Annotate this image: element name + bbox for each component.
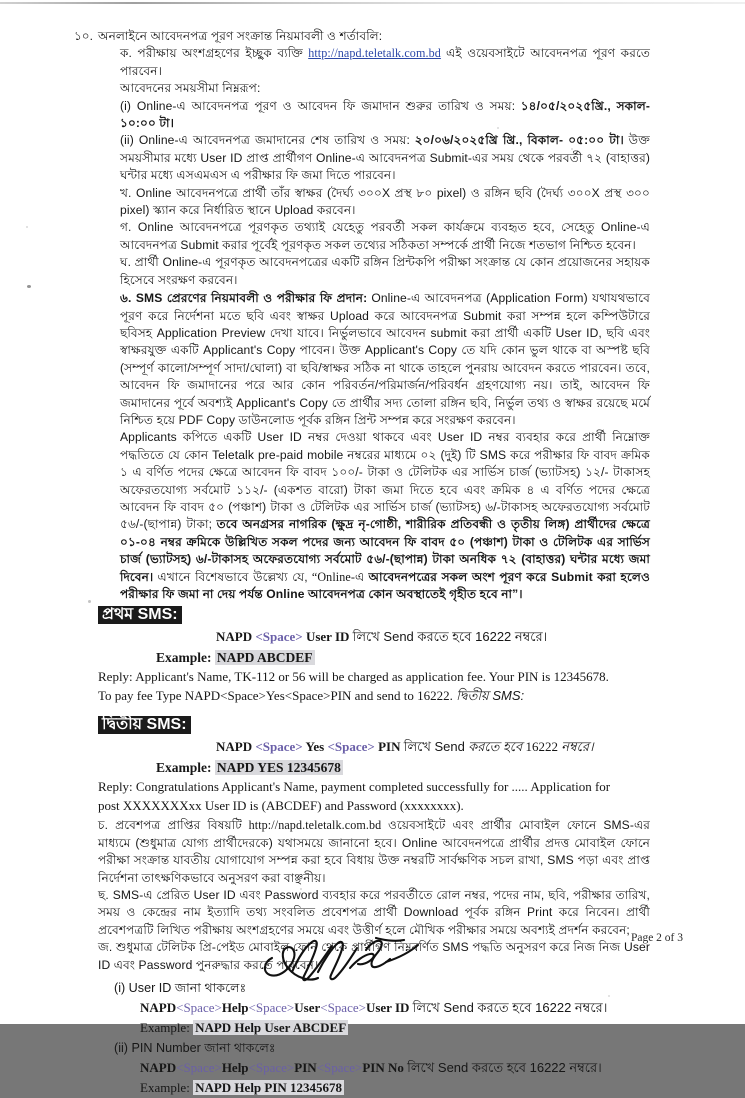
clause-ka-line1 [120, 45, 650, 80]
clause-ka-line2: আবেদনের সময়সীমা নিম্নরূপ: [120, 81, 261, 96]
second-sms-space-token-2: <Space> [327, 739, 375, 755]
clause-ka [98, 45, 650, 289]
first-sms-reply-line-2 [98, 687, 650, 706]
recovery-i-tok-2: Help [221, 1000, 249, 1016]
second-sms-keyword: NAPD [216, 739, 253, 755]
sms-rules-body-1: Online-এ আবেদনপত্র (Application Form) যথাযথভাবে পূরণ করে নির্দেশনা মতে ছবি এবং স্বাক্ষর Upload করে আবেদনপত্র Submit করা সম্পন্ন হলে কম্পিউটারে ছবিসহ Application Preview দেখা যাবে। নির্ভুলভাবে আবেদন submit করা প্রার্থী একটি User ID, ছবি এবং স্বাক্ষরযুক্ত একটি Applicant's Copy পাবেন। উক্ত Applicant's Copy তে যদি কোন ভুল থাকে বা অস্পষ্ট ছবি (সম্পূর্ণ কালো/সম্পূর্ণ সাদা/ঘোলা) বা ছবি/স্বাক্ষর সঠিক না থাকে তাহলে পুনরায় আবেদন করতে পারবেন। তবে, আবেদন ফি জমাদানের পরে আর কোন পরিবর্তন/পরিমার্জন/পরিবর্ধন গ্রহণযোগ্য নয়। তাই, আবেদন ফি জমাদানের পূর্বে অবশ্যই Applicant's Copy তে প্রার্থীর সদ্য তোলা রঙ্গিন ছবি, নির্ভুল তথ্য ও স্বাক্ষর রয়েছে মর্মে নিশ্চিত হয়ে PDF Copy ডাউনলোড পূর্বক রঙ্গিন প্রিন্ট সম্পন্ন করে সংরক্ষণ করবেন। [120, 291, 650, 427]
first-sms-example [98, 647, 650, 668]
recovery-item-ii-suffix: লিখে Send করতে হবে 16222 নম্বরে। [407, 1060, 602, 1076]
sms-rules-quote-open: “Online-এ [311, 569, 365, 584]
recovery-ii-tok-0: NAPD [140, 1060, 177, 1076]
recovery-item-i-example-value: NAPD Help User ABCDEF [195, 1020, 347, 1036]
deadline-end [120, 132, 650, 184]
napd-website-link[interactable]: http://napd.teletalk.com.bd [308, 46, 441, 61]
sms-rules-para-2 [120, 429, 650, 603]
deadline-end-label: (ii) Online-এ আবেদনপত্র জমাদানের শেষ তারিখ ও সময়: [120, 133, 410, 148]
recovery-item-i-suffix: লিখে Send করতে হবে 16222 নম্বরে। [412, 1000, 608, 1016]
recovery-i-tok-6: User ID [365, 1000, 410, 1016]
scan-speck [88, 600, 91, 603]
recovery-item-ii-example-label: Example: [140, 1080, 190, 1096]
second-sms-instruction-1: লিখে Send [403, 739, 465, 755]
section-sms-rules [98, 290, 650, 603]
first-sms-example-label: Example: [156, 650, 212, 666]
first-sms-reply-text: To pay fee Type NAPD<Space>Yes<Space>PIN and send to 16222. [98, 687, 453, 703]
first-sms-block [98, 606, 650, 624]
first-sms-reply-tail: দ্বিতীয় SMS: [456, 687, 525, 703]
recovery-ii-tok-3: <Space> [248, 1060, 295, 1076]
recovery-item-ii-example-value: NAPD Help PIN 12345678 [195, 1080, 343, 1096]
deadline-start-value: ১৪/০৫/২০২৫খ্রি., সকাল- ১০:০০ টা। [120, 98, 650, 131]
first-sms-reply-line-1: Reply: Applicant's Name, TK-112 or 56 will be charged as application fee. Your PIN is 12345678. [98, 669, 609, 685]
first-sms-format [98, 626, 650, 647]
recovery-item-ii-example [98, 1078, 650, 1098]
clause-kha: খ. Online আবেদনপত্রে প্রার্থী তাঁর স্বাক্ষর (দৈর্ঘ্য ৩০০X প্রস্থ ৮০ pixel) ও রঙ্গিন ছবি (দৈর্ঘ্য ৩০০X প্রস্থ ৩০০ pixel) স্ক্যান করে নির্ধারিত স্থানে Upload করবেন। [120, 185, 650, 218]
clause-ka-text-1: ক. পরীক্ষায় অংশগ্রহণের ইচ্ছুক ব্যক্তি [120, 46, 304, 61]
clause-cha [98, 817, 650, 887]
clause-ja: জ. শুধুমাত্র টেলিটক প্রি-পেইড মোবাইল ফোন থেকে প্রার্থীগণ নিম্নবর্ণিত SMS পদ্ধতি অনুসরণ করে নিজ নিজ User ID এবং Password পুনরুদ্ধার করতে পারবেন। [98, 940, 650, 972]
sms-rules-body-2-bold: তবে অনগ্রসর নাগরিক (ক্ষুদ্র নৃ-গোষ্ঠী, শারীরিক প্রতিবন্ধী ও তৃতীয় লিঙ্গ) প্রার্থীদের ক্ষেত্রে ০১-০৪ নম্বর ক্রমিকে উল্লিখিত সকল পদের জন্য আবেদন ফি বাবদ ৫০ (পঞ্চাশ) টাকা ও টেলিটক এর সার্ভিস চার্জ (ভ্যাটসহ) ৬/-টাকাসহ অফেরতযোগ্য সর্বমোট ৫৬/-(ছাপান্ন) টাকা অনধিক ৭২ (বাহাত্তর) ঘন্টার মধ্যে জমা দিবেন। [120, 517, 651, 584]
second-sms-block [98, 716, 650, 734]
recovery-ii-tok-4: PIN [294, 1060, 317, 1076]
recovery-i-tok-0: NAPD [140, 1000, 177, 1016]
second-sms-field: PIN [378, 739, 401, 755]
recovery-item-i-example-label: Example: [140, 1020, 190, 1036]
first-sms-instruction: লিখে Send করতে হবে 16222 নম্বরে। [352, 629, 548, 645]
clause-gha: ঘ. প্রার্থী Online-এ পূরণকৃত আবেদনপত্রের একটি রঙ্গিন প্রিন্টকপি পরীক্ষা সংক্রান্ত যে কোন প্রয়োজনের সহায়ক হিসেবে সংরক্ষণ করবেন। [120, 255, 650, 287]
recovery-item-ii-label: (ii) PIN Number জানা থাকলেঃ [114, 1041, 276, 1056]
page-number-footer: Page 2 of 3 [630, 932, 683, 944]
recovery-i-tok-1: <Space> [176, 1000, 222, 1016]
first-sms-keyword: NAPD [216, 629, 253, 645]
clause-ka-text-2: এই ওয়েবসাইটে আবেদনপত্র পূরণ করতে পারবেন। [120, 46, 650, 78]
recovery-ii-tok-1: <Space> [176, 1060, 222, 1076]
second-sms-example-label: Example: [156, 760, 212, 776]
scan-speck [27, 285, 31, 288]
second-sms-space-token-1: <Space> [255, 739, 303, 755]
recovery-i-tok-3: <Space> [248, 1000, 295, 1016]
recovery-item-ii-format [98, 1058, 650, 1078]
second-sms-example-value: NAPD YES 12345678 [216, 760, 341, 776]
deadline-end-value: ২০/০৬/২০২৫খ্রি খ্রি., বিকাল- ০৫:০০ টা। [414, 133, 624, 148]
recovery-item-i-example [98, 1018, 650, 1038]
recovery-ii-tok-5: <Space> [316, 1060, 363, 1076]
recovery-i-tok-4: User [294, 1000, 321, 1016]
sms-rules-heading: ৬. SMS প্রেরণের নিয়মাবলী ও পরীক্ষার ফি প্রদান: [120, 291, 368, 306]
sms-rules-para-1 [120, 290, 650, 429]
scan-speck [26, 226, 28, 228]
second-sms-reply-line-2: post XXXXXXXxx User ID is (ABCDEF) and Password (xxxxxxxx). [98, 797, 464, 813]
sms-rules-quote-bold: আবেদনপত্রের সকল অংশ পূরণ করে Submit করা হলেও পরীক্ষার ফি জমা না দেয় পর্যন্ত Online আবেদনপত্র কোন অবস্থাতেই গৃহীত হবে না”। [120, 569, 650, 601]
first-sms-label: প্রথম SMS: [98, 606, 182, 624]
section-10-heading: অনলাইনে আবেদনপত্র পূরণ সংক্রান্ত নিয়মাবলী ও শর্তাবলি: [98, 29, 383, 43]
second-sms-label: দ্বিতীয় SMS: [98, 716, 191, 734]
deadline-start-label: (i) Online-এ আবেদনপত্র পূরণ ও আবেদন ফি জমাদান শুরুর তারিখ ও সময়: [120, 98, 516, 113]
recovery-item-i-label: (i) User ID জানা থাকলেঃ [114, 981, 247, 996]
clause-cha-url: http://napd.teletalk.com.bd [248, 818, 382, 833]
first-sms-example-value: NAPD ABCDEF [216, 650, 313, 666]
recovery-ii-tok-6: PIN No [362, 1060, 404, 1076]
sms-rules-note-pre: এখানে বিশেষভাবে উল্লেখ্য যে, [157, 569, 308, 584]
deadline-end-note: উক্ত সময়সীমার মধ্যে User ID প্রাপ্ত প্রার্থীগণ Online-এ আবেদনপত্র Submit-এর সময় থেকে পরবর্তী ৭২ (বাহাত্তর) ঘন্টার মধ্যে এসএমএস এ পরীক্ষার ফি জমা দিতে পারবেন। [120, 133, 650, 183]
first-sms-space-token: <Space> [255, 629, 303, 645]
scan-edge-artifact [0, 2, 745, 4]
clause-ga: গ. Online আবেদনপত্রে পূরণকৃত তথ্যাই যেহেতু পরবর্তী সকল কার্যক্রমে ব্যবহৃত হবে, সেহেতু Online-এ আবেদনপত্র Submit করার পূর্বেই পূরণকৃত সকল তথ্যের সঠিকতা সম্পর্কে প্রার্থী নিজে শতভাগ নিশ্চিত হবেন। [120, 220, 650, 252]
recovery-i-tok-5: <Space> [320, 1000, 366, 1016]
clause-cha-text-1: চ. প্রবেশপত্র প্রাপ্তির বিষয়টি [98, 818, 242, 833]
clause-cha-text-2: ওয়েবসাইটে এবং প্রার্থীর মোবাইল ফোনে SMS-এর মাধ্যমে (শুধুমাত্র যোগ্য প্রার্থীদেরকে) যথাসময়ে জানানো হবে। Online আবেদনপত্রে প্রার্থীর প্রদত্ত মোবাইল ফোনে পরীক্ষা সংক্রান্ত যাবতীয় যোগাযোগ সম্পন্ন করা হবে বিধায় উক্ত নম্বরটি সার্বক্ষণিক সচল রাখা, SMS পড়া এবং প্রাপ্ত নির্দেশনা তাৎক্ষণিকভাবে অনুসরণ করা বাঞ্ছনীয়। [98, 818, 651, 885]
first-sms-field: User ID [305, 629, 350, 645]
second-sms-format [98, 736, 650, 757]
deadline-start [120, 98, 650, 133]
second-sms-instruction-3: নম্বরে। [561, 739, 594, 755]
second-sms-reply-line-1: Reply: Congratulations Applicant's Name, payment completed successfully for ..... Application for [98, 779, 611, 795]
second-sms-instruction-2: করতে হবে [468, 739, 523, 755]
handwritten-signature [258, 928, 438, 1008]
sms-rules-body-2: Applicants কপিতে একটি User ID নম্বর দেওয়া থাকবে এবং User ID নম্বর ব্যবহার করে প্রার্থী নিম্নোক্ত পদ্ধতিতে যে কোন Teletalk pre-paid mobile নম্বরের মাধ্যমে ০২ (দুই) টি SMS করে পরীক্ষার ফি বাবদ ক্রমিক ১ এ বর্ণিত পদের ক্ষেত্রে আবেদন ফি বাবদ ১০০/- টাকা ও টেলিটক এর সার্ভিস চার্জ (ভ্যাটসহ) ১২/- টাকাসহ অফেরতযোগ্য সর্বমোট ১১২/- (একশত বারো) টাকা জমা দিতে হবে এবং ক্রমিক ৪ এ বর্ণিত পদের ক্ষেত্রে আবেদন ফি বাবদ ৫০ (পঞ্চাশ) টাকা ও টেলিটক এর সার্ভিস চার্জ (ভ্যাটসহ) ৬/-টাকাসহ অফেরতযোগ্য সর্বমোট ৫৬/-(ছাপান্ন) টাকা; [120, 430, 650, 532]
second-sms-yes-token: Yes [305, 739, 325, 755]
clause-chha: ছ. SMS-এ প্রেরিত User ID এবং Password ব্যবহার করে পরবর্তীতে রোল নম্বর, পদের নাম, ছবি, পরীক্ষার তারিখ, সময় ও কেন্দ্রের নাম ইত্যাদি তথ্য সংবলিত প্রবেশপত্র প্রার্থী Download পূর্বক রঙ্গিন Print করে নিবেন। প্রার্থী প্রবেশপত্রটি লিখিত পরীক্ষায় অংশগ্রহণের সময়ে এবং উত্তীর্ণ হলে মৌখিক পরীক্ষার সময়ে অবশ্যই প্রদর্শন করবেন; [98, 888, 650, 937]
section-number: ১০. [74, 29, 93, 43]
second-sms-example [98, 757, 650, 778]
recovery-ii-tok-2: Help [221, 1060, 249, 1076]
second-sms-shortcode: 16222 [525, 739, 558, 755]
